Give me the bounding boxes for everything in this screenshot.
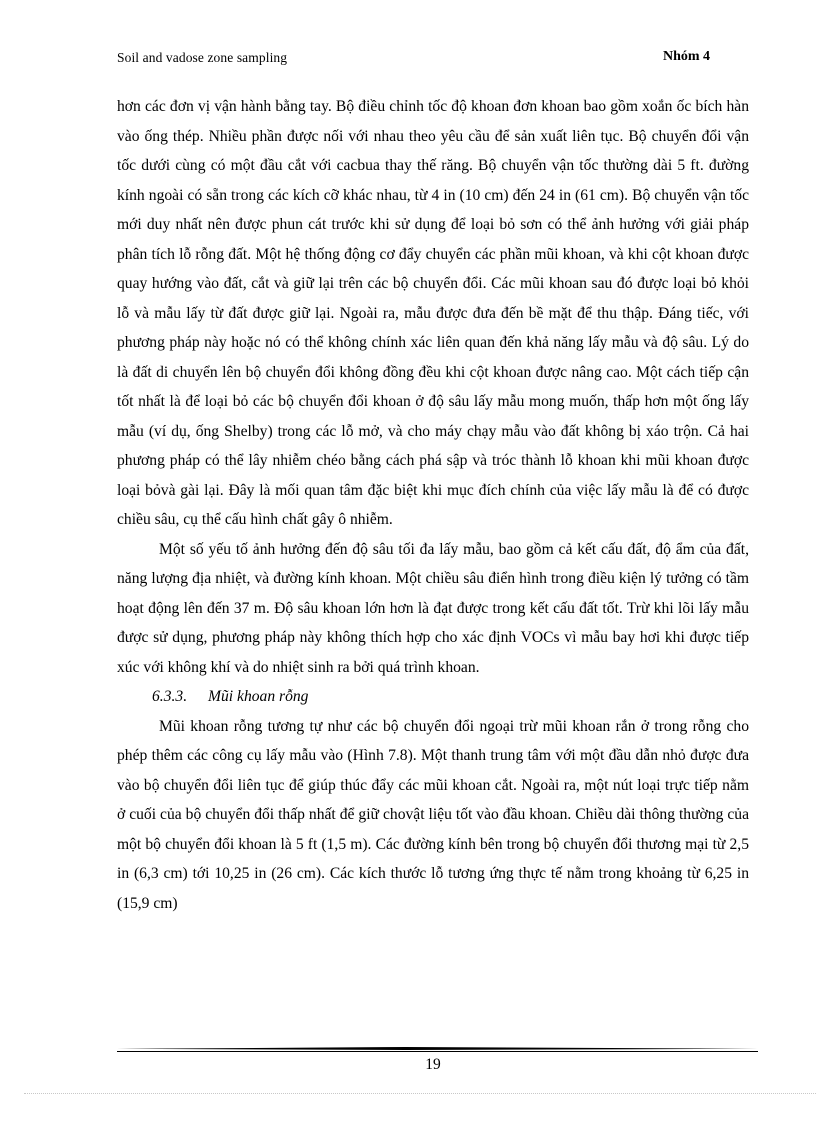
header-title: Soil and vadose zone sampling bbox=[117, 50, 288, 65]
section-title: Mũi khoan rỗng bbox=[208, 688, 309, 705]
section-heading bbox=[117, 682, 749, 712]
footer-divider-thin bbox=[117, 1051, 758, 1052]
page-boundary bbox=[24, 1093, 816, 1094]
paragraph-3: Mũi khoan rỗng tương tự như các bộ chuyển đổi ngoại trừ mũi khoan rắn ở trong rỗng cho phép thêm các công cụ lấy mẫu vào (Hình 7.8). Một thanh trung tâm với một đầu dẫn nhỏ được đưa vào bộ chuyển đổi liên tục để giúp thúc đẩy các mũi khoan cắt. Ngoài ra, một nút loại trực tiếp nằm ở cuối của bộ chuyển đổi thấp nhất để giữ chovật liệu tốt vào đầu khoan. Chiều dài thông thường của một bộ chuyển đổi khoan là 5 ft (1,5 m). Các đường kính bên trong bộ chuyển đổi thương mại từ 2,5 in (6,3 cm) tới 10,25 in (26 cm). Các kích thước lỗ tương ứng thực tế nằm trong khoảng từ 6,25 in (15,9 cm) bbox=[117, 717, 749, 912]
footer-divider bbox=[117, 1047, 758, 1050]
paragraph-2: Một số yếu tố ảnh hưởng đến độ sâu tối đa lấy mẫu, bao gồm cả kết cấu đất, độ ẩm của đất, năng lượng địa nhiệt, và đường kính khoan. Một chiều sâu điển hình trong điều kiện lý tưởng có tầm hoạt động lên đến 37 m. Độ sâu khoan lớn hơn là đạt được trong kết cấu đất tốt. Trừ khi lõi lấy mẫu được sử dụng, phương pháp này không thích hợp cho xác định VOCs vì mẫu bay hơi khi được tiếp xúc với không khí và do nhiệt sinh ra bởi quá trình khoan. bbox=[117, 540, 749, 676]
section-number: 6.3.3. bbox=[152, 688, 188, 705]
paragraph-1: hơn các đơn vị vận hành bằng tay. Bộ điều chỉnh tốc độ khoan đơn khoan bao gồm xoắn ốc bích hàn vào ống thép. Nhiều phần được nối với nhau theo yêu cầu để sản xuất liên tục. Bộ chuyển đổi vận tốc dưới cùng có một đầu cắt với cacbua thay thế răng. Bộ chuyển vận tốc thường dài 5 ft. đường kính ngoài có sẵn trong các kích cỡ khác nhau, từ 4 in (10 cm) đến 24 in (61 cm). Bộ chuyển vận tốc mới duy nhất nên được phun cát trước khi sử dụng để loại bỏ sơn có thể ảnh hưởng với giải pháp phân tích lỗ rỗng đất. Một hệ thống động cơ đẩy chuyển các phần mũi khoan, và khi cột khoan được quay hướng vào đất, cắt và giữ lại trên các bộ chuyển đổi. Các mũi khoan sau đó được loại bỏ khỏi lỗ và mẫu lấy từ đất được giữ lại. Ngoài ra, mẫu được đưa đến bề mặt để thu thập. Đáng tiếc, với phương pháp này hoặc nó có thể không chính xác liên quan đến khả năng lấy mẫu và độ sâu. Lý do là đất di chuyển lên bộ chuyển đổi không đồng đều khi cột khoan được nâng cao. Một cách tiếp cận tốt nhất là để loại bỏ các bộ chuyển đổi khoan ở độ sâu lấy mẫu mong muốn, thấp hơn một ống lấy mẫu (ví dụ, ống Shelby) trong các lỗ mở, và cho máy chạy mẫu vào đất không bị xáo trộn. Cả hai phương pháp có thể lây nhiễm chéo bằng cách phá sập và tróc thành lỗ khoan khi mũi khoan được loại bỏvà gài lại. Đây là mối quan tâm đặc biệt khi mục đích chính của việc lấy mẫu là để có được chiều sâu, cụ thể cấu hình chất gây ô nhiễm. bbox=[117, 98, 749, 528]
header-group: Nhóm 4 bbox=[663, 49, 711, 64]
body-text bbox=[117, 92, 749, 918]
page-number: 19 bbox=[425, 1056, 441, 1073]
